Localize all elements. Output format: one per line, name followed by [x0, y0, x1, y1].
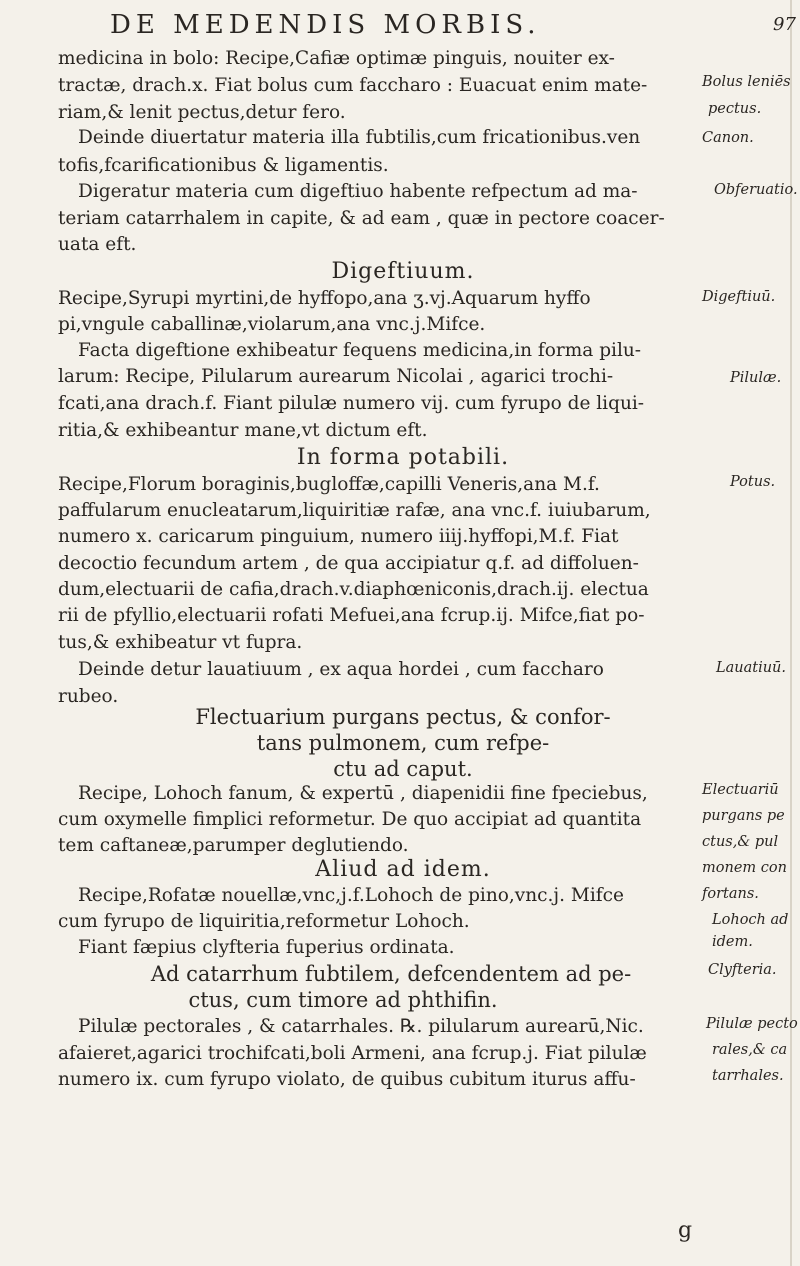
text-line: rubeo. [58, 686, 119, 707]
text-line: pi,vngule caballinæ,violarum,ana vnc.j.Mifce. [58, 314, 486, 335]
text-line: medicina in bolo: Recipe,Cafiæ optimæ pinguis, nouiter ex- [58, 48, 615, 69]
text-line: Fiant fæpius clyfteria fuperius ordinata. [78, 937, 455, 958]
text-line: tus,& exhibeatur vt fupra. [58, 632, 303, 653]
text-line: tem caftaneæ,parumper deglutiendo. [58, 835, 409, 856]
margin-note: Obferuatio. [714, 182, 798, 198]
margin-note: Canon. [702, 130, 754, 146]
text-line: Recipe, Lohoch fanum, & expertū , diapenidii fine fpeciebus, [78, 783, 648, 804]
text-line: teriam catarrhalem in capite, & ad eam , quæ in pectore coacer- [58, 208, 665, 229]
section-heading: In forma potabili. [296, 445, 510, 470]
text-line: Recipe,Florum boraginis,bugloffæ,capilli Veneris,ana M.f. [58, 474, 600, 495]
text-line: riam,& lenit pectus,detur fero. [58, 102, 346, 123]
text-line: decoctio fecundum artem , de qua accipiatur q.f. ad diffoluen- [58, 553, 639, 574]
page-number: 97 [773, 14, 796, 35]
section-heading: Digeftiuum. [331, 259, 475, 284]
margin-note: Potus. [730, 474, 776, 490]
text-line: tofis,fcarificationibus & ligamentis. [58, 155, 389, 176]
text-line: paffularum enucleatarum,liquiritiæ rafæ, ana vnc.f. iuiubarum, [58, 500, 651, 521]
text-line: uata eft. [58, 234, 137, 255]
margin-note: tarrhales. [712, 1068, 784, 1084]
margin-note: rales,& ca [712, 1042, 788, 1058]
margin-note: Clyfteria. [708, 962, 777, 978]
margin-note: Lauatiuū. [716, 660, 787, 676]
margin-note: pectus. [708, 101, 762, 117]
section-heading: Aliud ad idem. [315, 857, 491, 882]
margin-note: Pilulæ pecto [706, 1016, 798, 1032]
text-line: larum: Recipe, Pilularum aurearum Nicolai , agarici trochi- [58, 366, 614, 387]
running-title: DE MEDENDIS MORBIS. [110, 10, 541, 40]
text-line: Recipe,Rofatæ nouellæ,vnc,j.f.Lohoch de pino,vnc.j. Mifce [78, 885, 624, 906]
margin-note: monem con [702, 860, 787, 876]
text-line: fcati,ana drach.f. Fiant pilulæ numero vij. cum fyrupo de liqui- [58, 393, 645, 414]
margin-note: Electuariū [702, 782, 779, 798]
section-heading: ctu ad caput. [333, 757, 473, 781]
text-line: ritia,& exhibeantur mane,vt dictum eft. [58, 420, 428, 441]
section-heading: ctus, cum timore ad phthifin. [188, 988, 498, 1012]
text-line: tractæ, drach.x. Fiat bolus cum faccharo : Euacuat enim mate- [58, 75, 648, 96]
margin-note: Digeftiuū. [702, 289, 776, 305]
text-line: Deinde diuertatur materia illa fubtilis,cum fricationibus.ven [78, 127, 641, 148]
text-line: Digeratur materia cum digeftiuo habente refpectum ad ma- [78, 181, 638, 202]
text-line: numero x. caricarum pinguium, numero iiij.hyffopi,M.f. Fiat [58, 526, 619, 547]
text-line: cum fyrupo de liquiritia,reformetur Lohoch. [58, 911, 470, 932]
running-header [110, 10, 800, 44]
margin-note: Pilulæ. [730, 370, 782, 386]
section-heading: Ad catarrhum fubtilem, defcendentem ad pe- [150, 962, 632, 986]
margin-note: purgans pe [702, 808, 785, 824]
text-line: Deinde detur lauatiuum , ex aqua hordei , cum faccharo [78, 659, 604, 680]
section-heading: Flectuarium purgans pectus, & confor- [195, 705, 611, 729]
margin-note: Bolus leniēs [702, 74, 791, 90]
margin-note: fortans. [702, 886, 759, 902]
text-line: Facta digeftione exhibeatur fequens medicina,in forma pilu- [78, 340, 642, 361]
margin-note: Lohoch ad [712, 912, 789, 928]
section-heading: tans pulmonem, cum refpe- [256, 731, 550, 755]
text-line: Pilulæ pectorales , & catarrhales. ℞. pilularum aurearū,Nic. [78, 1016, 644, 1037]
text-line: numero ix. cum fyrupo violato, de quibus cubitum iturus affu- [58, 1069, 636, 1090]
margin-note: idem. [712, 934, 753, 950]
text-line: Recipe,Syrupi myrtini,de hyffopo,ana ʒ.vj.Aquarum hyffo [58, 288, 591, 309]
text-line: dum,electuarii de cafia,drach.v.diaphœniconis,drach.ij. electua [58, 579, 649, 600]
text-line: rii de pfyllio,electuarii rofati Mefuei,ana fcrup.ij. Mifce,fiat po- [58, 605, 645, 626]
text-line: afaieret,agarici trochifcati,boli Armeni, ana fcrup.j. Fiat pilulæ [58, 1043, 647, 1064]
signature-mark: g [678, 1218, 693, 1243]
margin-note: ctus,& pul [702, 834, 779, 850]
text-line: cum oxymelle fimplici reformetur. De quo accipiat ad quantita [58, 809, 642, 830]
